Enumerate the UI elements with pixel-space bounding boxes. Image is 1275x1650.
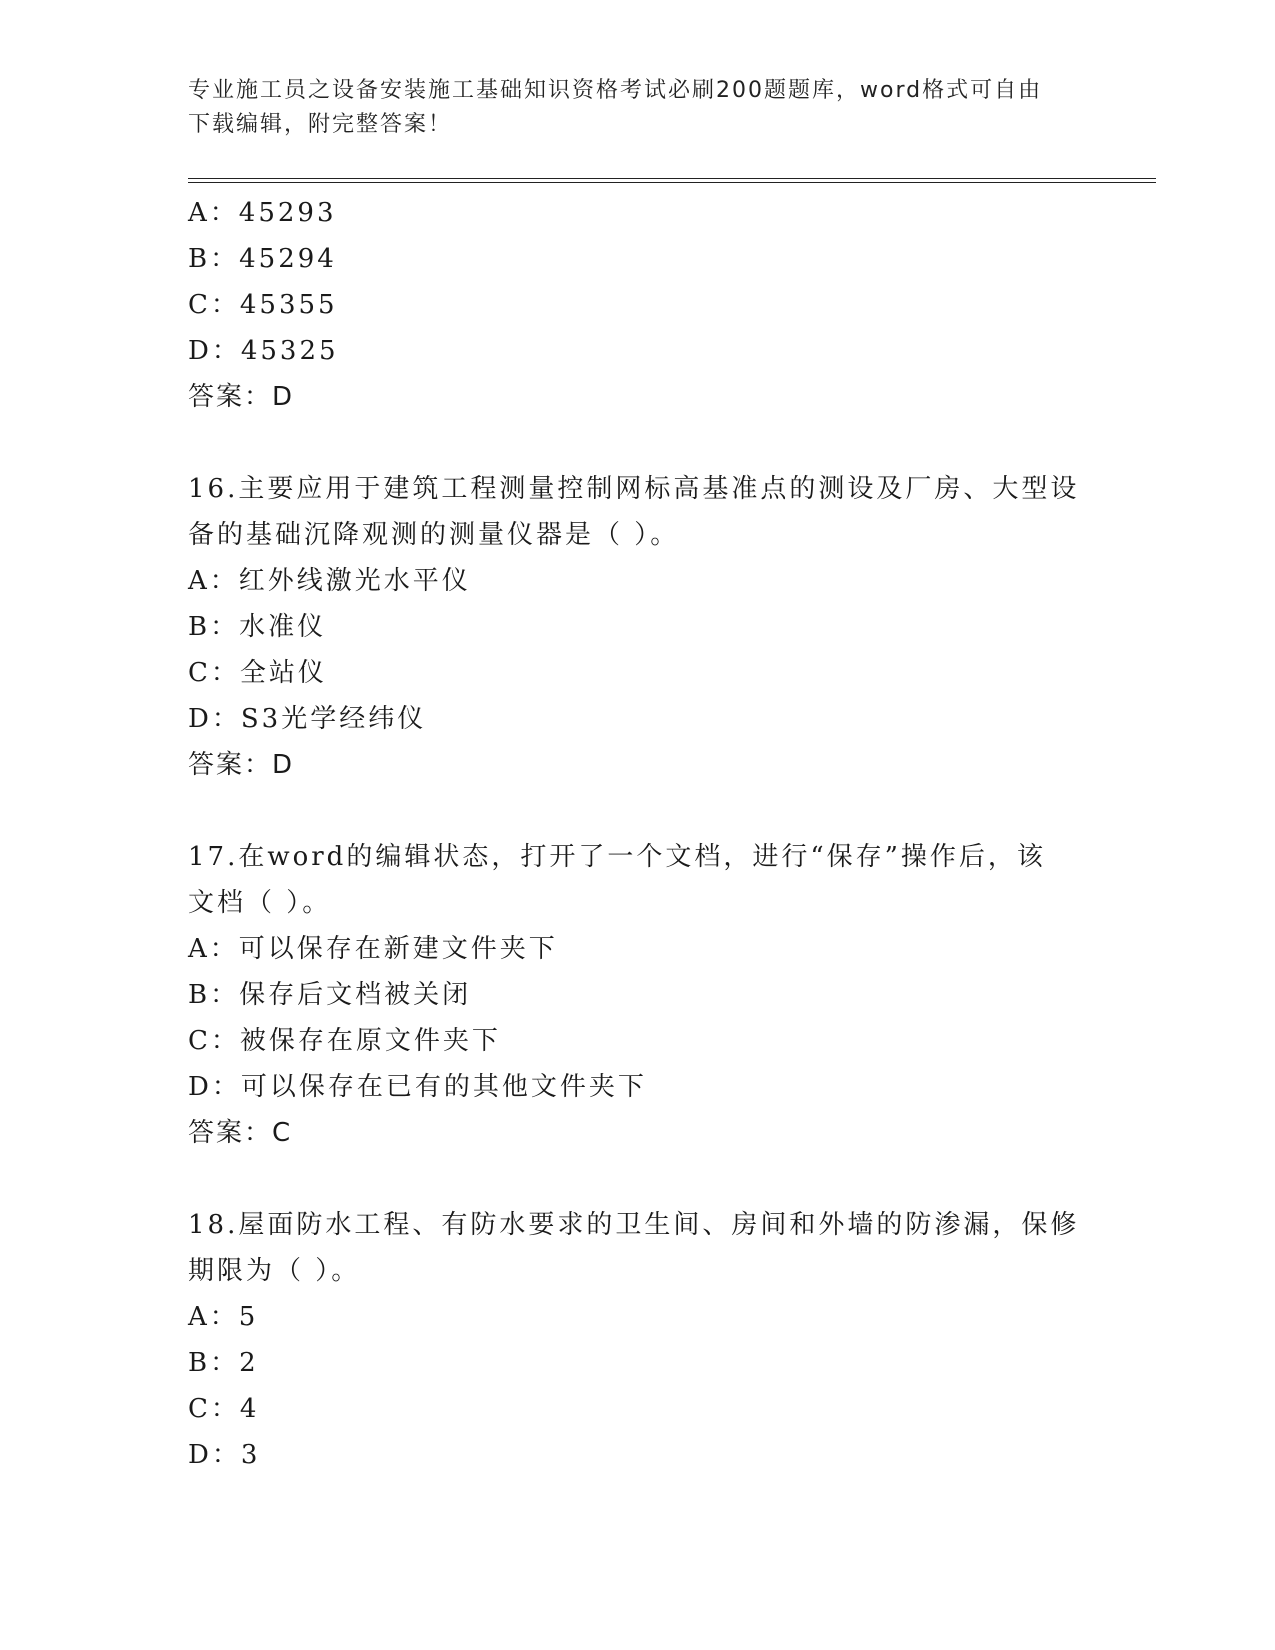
question-16-block bbox=[188, 466, 1088, 788]
spacer bbox=[188, 1156, 1088, 1202]
header-title-line2: 下载编辑，附完整答案！ bbox=[188, 112, 453, 137]
option-d: D：3 bbox=[188, 1440, 261, 1470]
page-header bbox=[188, 74, 1068, 142]
question-17-block bbox=[188, 834, 1088, 1156]
option-d: D：S3光学经纬仪 bbox=[188, 704, 427, 734]
option-b: B：保存后文档被关闭 bbox=[188, 980, 472, 1010]
option-b: B：45294 bbox=[188, 244, 337, 274]
option-c: C：全站仪 bbox=[188, 658, 327, 688]
question-text-line2: 期限为（ ）。 bbox=[188, 1256, 361, 1286]
option-a: A：45293 bbox=[188, 198, 337, 228]
prev-question-block bbox=[188, 190, 1088, 420]
option-d: D：45325 bbox=[188, 336, 339, 366]
option-a: A：可以保存在新建文件夹下 bbox=[188, 934, 558, 964]
header-title-line1: 专业施工员之设备安装施工基础知识资格考试必刷200题题库，word格式可自由 bbox=[188, 78, 1043, 103]
question-text-line1: 17.在word的编辑状态，打开了一个文档，进行“保存”操作后，该 bbox=[188, 842, 1046, 872]
option-a: A：红外线激光水平仪 bbox=[188, 566, 471, 596]
question-text-line1: 16.主要应用于建筑工程测量控制网标高基准点的测设及厂房、大型设 bbox=[188, 474, 1080, 504]
spacer bbox=[188, 788, 1088, 834]
question-text-line1: 18.屋面防水工程、有防水要求的卫生间、房间和外墙的防渗漏，保修 bbox=[188, 1210, 1080, 1240]
option-c: C：45355 bbox=[188, 290, 338, 320]
option-d: D：可以保存在已有的其他文件夹下 bbox=[188, 1072, 647, 1102]
option-a: A：5 bbox=[188, 1302, 259, 1332]
answer-line: 答案：D bbox=[188, 750, 295, 780]
option-c: C：4 bbox=[188, 1394, 260, 1424]
option-c: C：被保存在原文件夹下 bbox=[188, 1026, 501, 1056]
option-b: B：2 bbox=[188, 1348, 259, 1378]
document-body bbox=[188, 190, 1088, 1478]
answer-line: 答案：D bbox=[188, 382, 295, 412]
question-text-line2: 文档（ ）。 bbox=[188, 888, 332, 918]
question-18-block bbox=[188, 1202, 1088, 1478]
header-divider bbox=[188, 178, 1156, 179]
spacer bbox=[188, 420, 1088, 466]
header-divider-secondary bbox=[188, 182, 1156, 183]
question-text-line2: 备的基础沉降观测的测量仪器是（ ）。 bbox=[188, 520, 680, 550]
option-b: B：水准仪 bbox=[188, 612, 327, 642]
answer-line: 答案：C bbox=[188, 1118, 293, 1148]
